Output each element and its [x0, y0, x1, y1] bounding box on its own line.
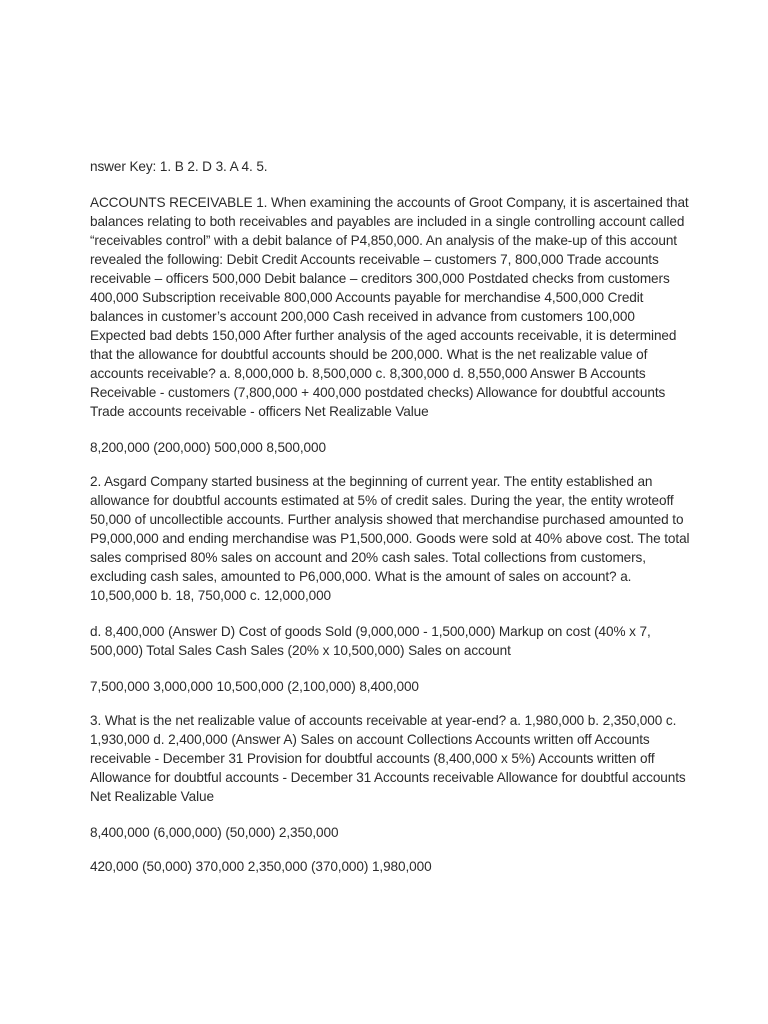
question-2-paragraph: 2. Asgard Company started business at the beginning of current year. The entity established an allowance for doubtful accounts estimated at 5% of credit sales. During the year, the entity wroteoff 50,000 of uncollectible accounts. Further analysis showed that merchandise purchased amounted to P9,000,000 and ending merchandise was P1,500,000. Goods were sold at 40% above cost. The total sales comprised 80% sales on account and 20% cash sales. Total collections from customers, excluding cash sales, amounted to P6,000,000. What is the amount of sales on account? a. 10,500,000 b. 18, 750,000 c. 12,000,000 [90, 474, 690, 603]
document-body [90, 157, 690, 891]
question-1-figures: 8,200,000 (200,000) 500,000 8,500,000 [90, 440, 326, 455]
question-3-figures-b: 420,000 (50,000) 370,000 2,350,000 (370,000) 1,980,000 [90, 859, 432, 874]
question-3-paragraph: 3. What is the net realizable value of accounts receivable at year-end? a. 1,980,000 b. 2,350,000 c. 1,930,000 d. 2,400,000 (Answer A) Sales on account Collections Accounts written off Accounts receivable - December 31 Provision for doubtful accounts (8,400,000 x 5%) Accounts written off Allowance for doubtful accounts - December 31 Accounts receivable Allowance for doubtful accounts Net Realizable Value [90, 713, 686, 804]
answer-key-line: nswer Key: 1. B 2. D 3. A 4. 5. [90, 159, 268, 174]
question-1-paragraph: ACCOUNTS RECEIVABLE 1. When examining the accounts of Groot Company, it is ascertained that balances relating to both receivables and payables are included in a single controlling account called “receivables control” with a debit balance of P4,850,000. An analysis of the make-up of this account revealed the following: Debit Credit Accounts receivable – customers 7, 800,000 Trade accounts receivable – officers 500,000 Debit balance – creditors 300,000 Postdated checks from customers 400,000 Subscription receivable 800,000 Accounts payable for merchandise 4,500,000 Credit balances in customer’s account 200,000 Cash received in advance from customers 100,000 Expected bad debts 150,000 After further analysis of the aged accounts receivable, it is determined that the allowance for doubtful accounts should be 200,000. What is the net realizable value of accounts receivable? a. 8,000,000 b. 8,500,000 c. 8,300,000 d. 8,550,000 Answer B Accounts Receivable - customers (7,800,000 + 400,000 postdated checks) Allowance for doubtful accounts Trade accounts receivable - officers Net Realizable Value [90, 195, 689, 419]
question-2-solution: d. 8,400,000 (Answer D) Cost of goods Sold (9,000,000 - 1,500,000) Markup on cost (40% x 7, 500,000) Total Sales Cash Sales (20% x 10,500,000) Sales on account [90, 624, 651, 658]
question-2-figures: 7,500,000 3,000,000 10,500,000 (2,100,000) 8,400,000 [90, 679, 419, 694]
question-3-figures-a: 8,400,000 (6,000,000) (50,000) 2,350,000 [90, 825, 339, 840]
